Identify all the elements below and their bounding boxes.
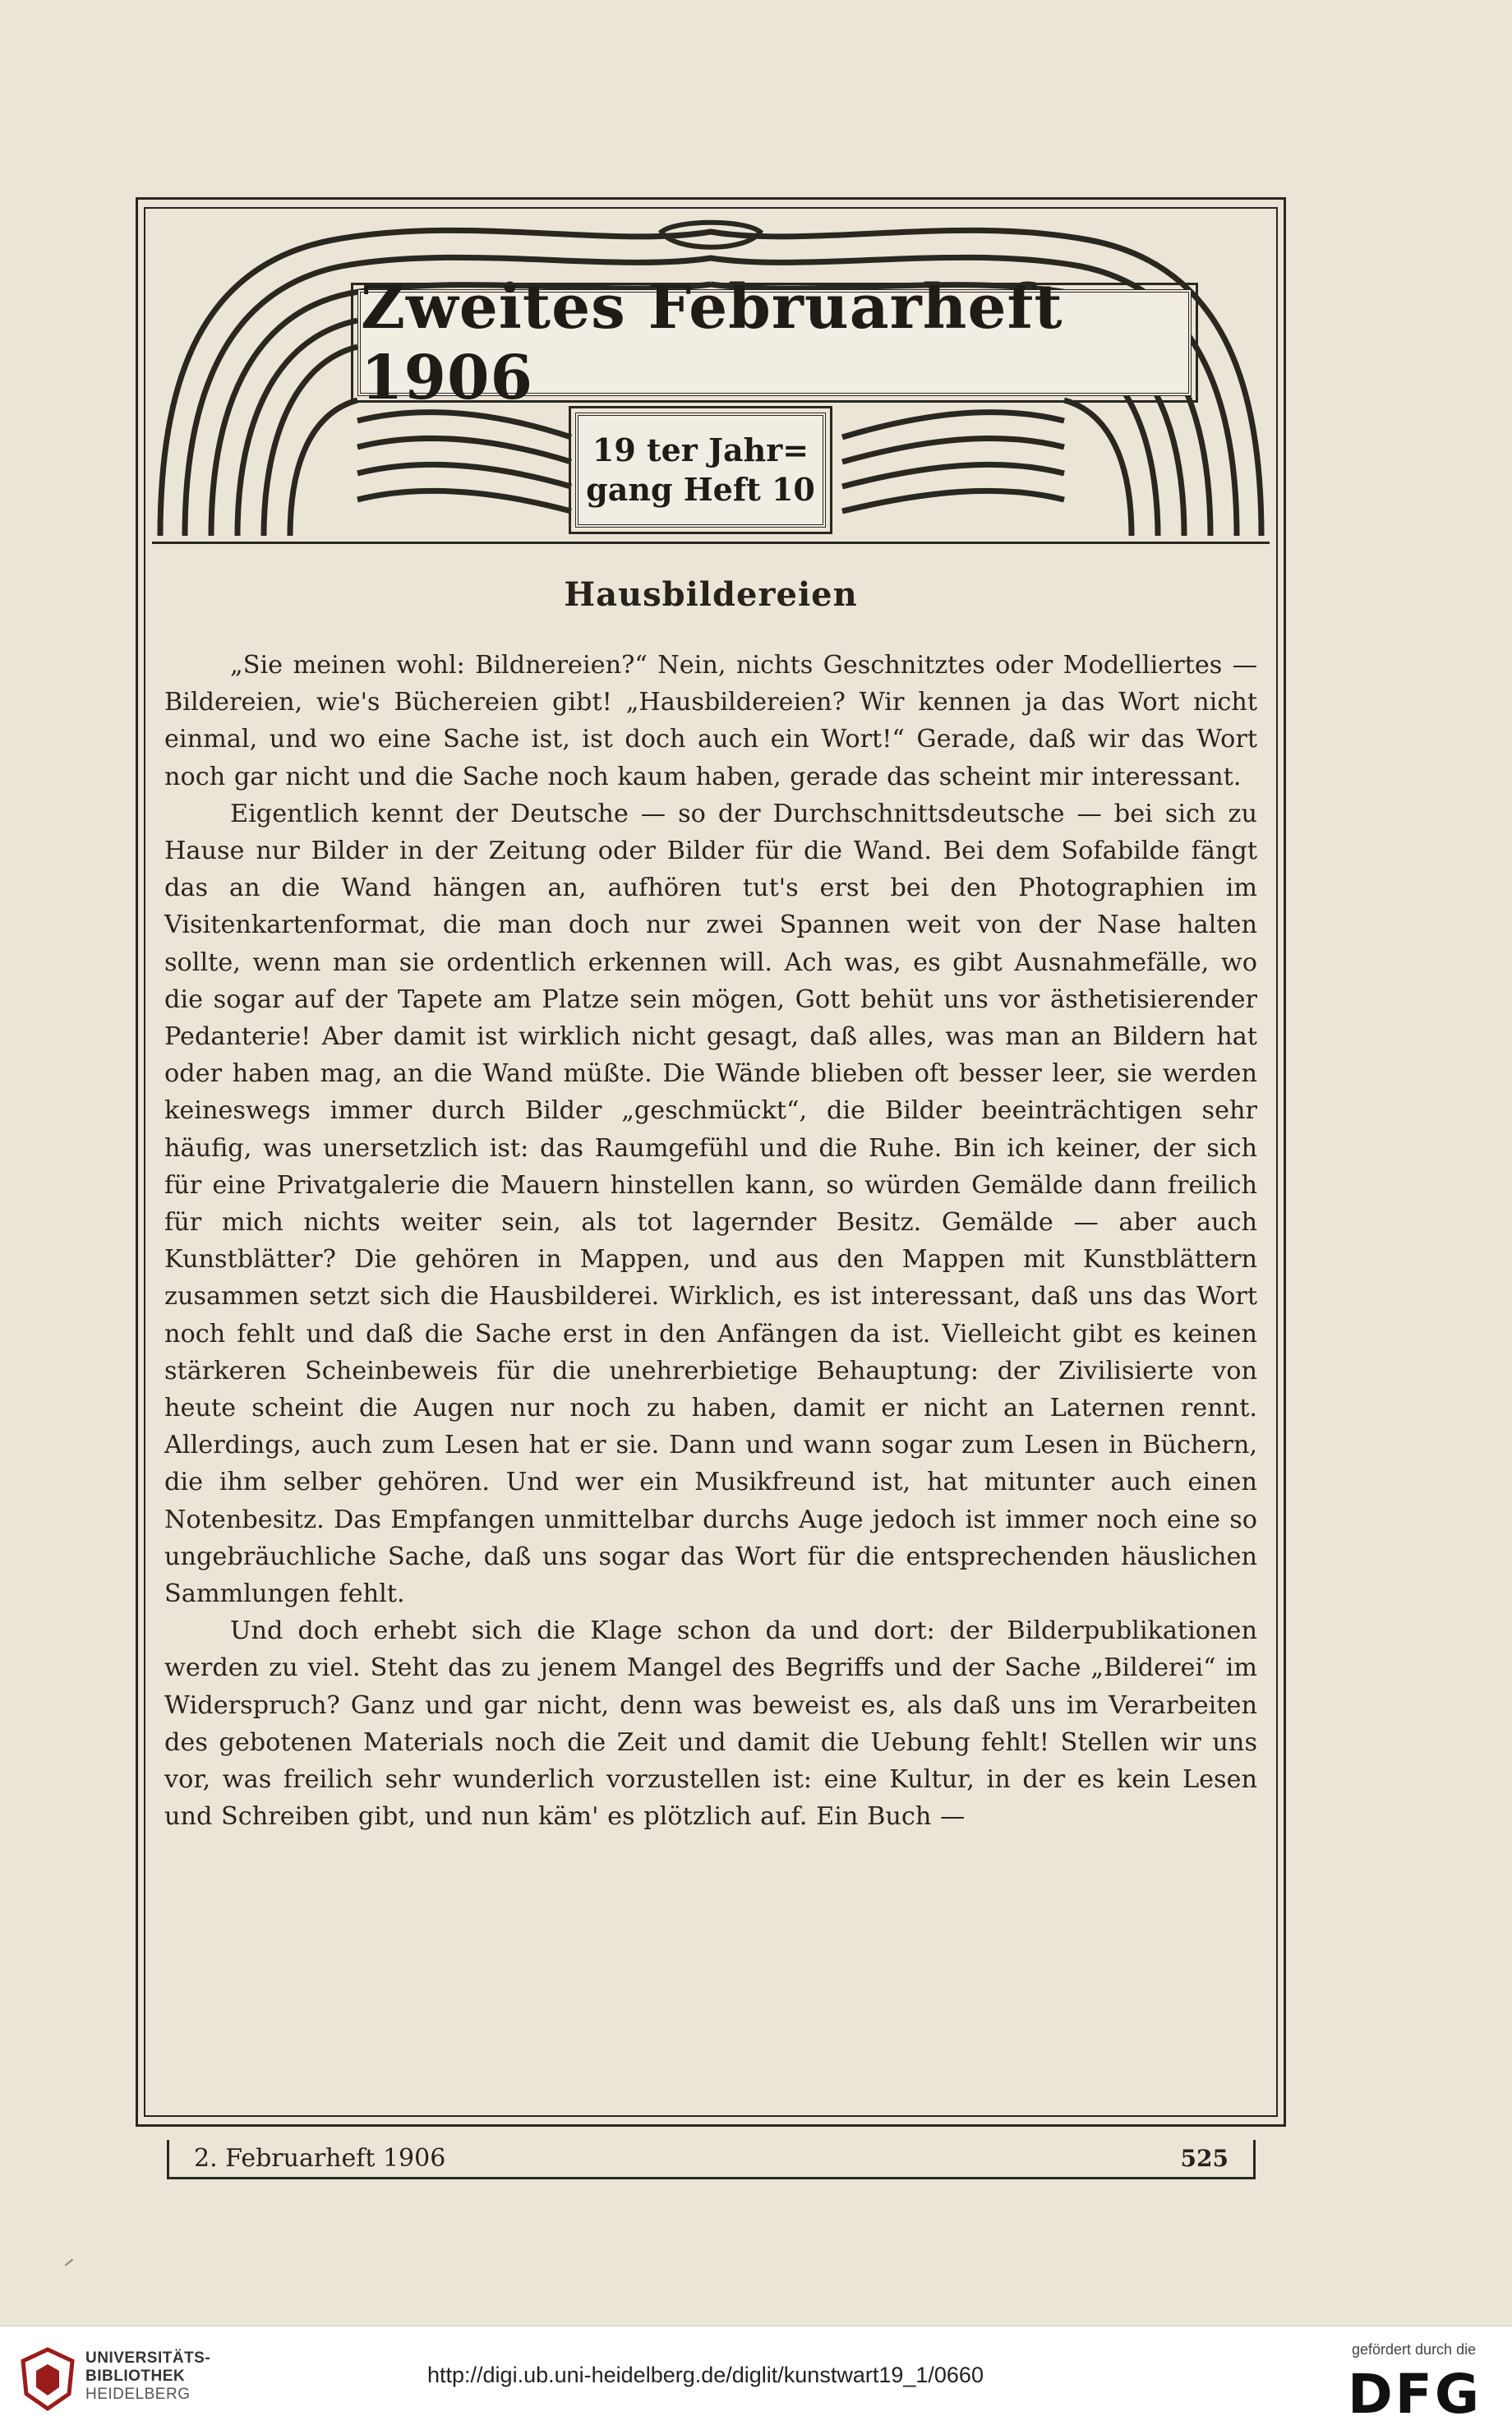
source-url[interactable]: http://digi.ub.uni-heidelberg.de/diglit/kunstwart19_1/0660 [427, 2363, 984, 2387]
article [164, 575, 1257, 1836]
page-number: 525 [1180, 2145, 1228, 2172]
page-footer [167, 2140, 1256, 2179]
volume-line-2: gang Heft 10 [586, 471, 815, 508]
paragraph-1: „Sie meinen wohl: Bildnereien?“ Nein, nichts Geschnitztes oder Modelliertes — Bildereien, wie's Büchereien gibt! „Hausbildereien? Wir kennen ja das Wort nicht einmal, und wo eine Sache ist, ist doch auch ein Wort!“ Gerade, daß wir das Wort noch gar nicht und die Sache noch kaum haben, gerade das scheint mir interessant. [164, 651, 1257, 791]
funding-caption: gefördert durch die [1352, 2341, 1477, 2358]
paragraph-2: Eigentlich kennt der Deutsche — so der Durchschnittsdeutsche — bei sich zu Hause nur Bilder in der Zeitung oder Bilder für die Wand. Bei dem Sofabilde fängt das an die Wand hängen an, aufhören tut's erst bei den Photographien im Visitenkartenformat, die man doch nur zwei Spannen weit von der Nase halten sollte, wenn man sie ordentlich erkennen will. Ach was, es gibt Ausnahmefälle, wo die sogar auf der Tapete am Platze sein mögen, Gott behüt uns vor ästhetisierender Pedanterie! Aber damit ist wirklich nicht gesagt, daß alles, was man an Bildern hat oder haben mag, an die Wand müßte. Die Wände blieben oft besser leer, sie werden keineswegs immer durch Bilder „geschmückt“, die Bilder beeinträchtigen sehr häufig, was unersetzlich ist: das Raumgefühl und die Ruhe. Bin ich keiner, der sich für eine Privatgalerie die Mauern hinstellen kann, so würden Gemälde dann freilich für mich nichts weiter sein, als tot lagernder Besitz. Gemälde — aber auch Kunstblätter? Die gehören in Mappen, und aus den Mappen mit Kunstblättern zusammen setzt sich die Hausbilderei. Wirklich, es ist interessant, daß uns das Wort noch fehlt und daß die Sache erst in den Anfängen da ist. Vielleicht gibt es keinen stärkeren Scheinbeweis für die unehrerbietige Behauptung: der Zivilisierte von heute scheint die Augen nur noch zu haben, damit er nicht an Laternen rennt. Allerdings, auch zum Lesen hat er sie. Dann und wann sogar zum Lesen in Büchern, die ihm selber gehören. Und wer ein Musikfreund ist, hat mitunter auch einen Notenbesitz. Das Empfangen unmittelbar durchs Auge jedoch ist immer noch eine so ungebräuchliche Sache, daß uns sogar das Wort für die entsprechenden häuslichen Sammlungen fehlt. [164, 799, 1257, 1609]
footer-issue-label: 2. Februarheft 1906 [194, 2144, 446, 2173]
uni-line-3: HEIDELBERG [85, 2386, 191, 2403]
paragraph-3: Und doch erhebt sich die Klage schon da und dort: der Bilderpublikationen werden zu viel. Steht das zu jenem Mangel des Begriffs und der Sache „Bilderei“ im Widerspruch? Ganz und gar nicht, denn was beweist es, als daß uns im Verarbeiten des gebotenen Materials noch die Zeit und damit die Uebung fehlt! Stellen wir uns vor, was freilich sehr wunderlich vorzustellen ist: eine Kultur, in der es kein Lesen und Schreiben gibt, und nun käm' es plötzlich auf. Ein Buch — [164, 1616, 1257, 1832]
volume-line-1: 19 ter Jahr= [592, 431, 809, 468]
university-seal-icon [18, 2346, 77, 2412]
article-title: Hausbildereien [564, 575, 858, 614]
ornamental-header [152, 215, 1270, 544]
uni-line-1: UNIVERSITÄTS- [85, 2349, 211, 2367]
volume-badge [575, 413, 826, 528]
issue-title: Zweites Februarheft 1906 [357, 289, 1192, 396]
dfg-logo: DFG [1348, 2363, 1482, 2426]
pencil-mark [65, 2258, 73, 2266]
university-name [85, 2349, 210, 2404]
uni-line-2: BIBLIOTHEK [85, 2368, 186, 2385]
library-strip [0, 2326, 1512, 2430]
